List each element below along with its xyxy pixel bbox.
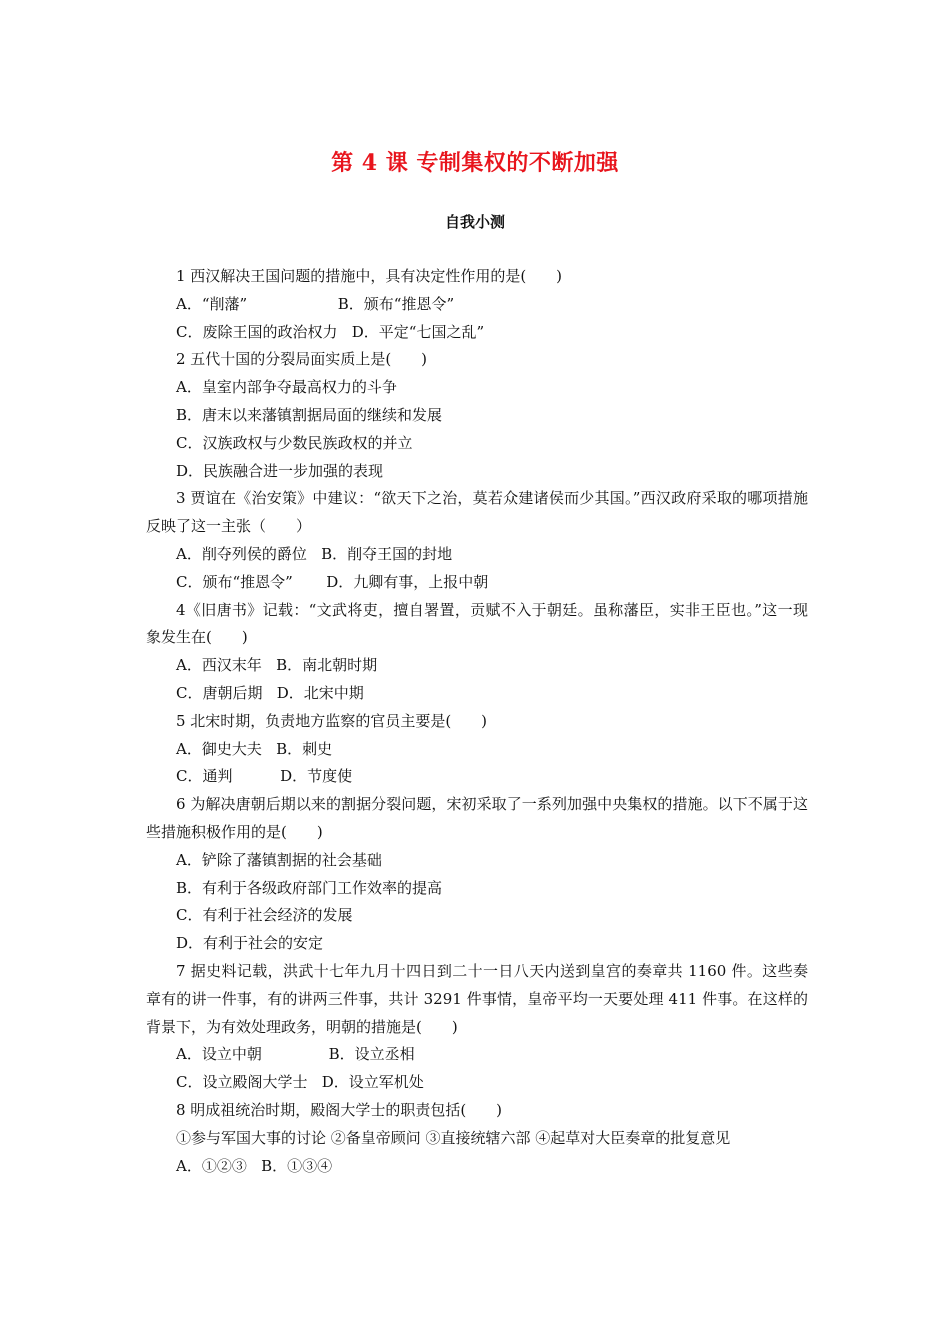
question-3-options-ab: A．削夺列侯的爵位 B．削夺王国的封地 bbox=[176, 544, 453, 563]
question-8: 8 明成祖统治时期，殿阁大学士的职责包括( ) bbox=[176, 1100, 503, 1119]
question-2: 2 五代十国的分裂局面实质上是( ) bbox=[176, 350, 428, 369]
lesson-title: 第 4 课 专制集权的不断加强 bbox=[331, 150, 619, 176]
question-1: 1 西汉解决王国问题的措施中，具有决定性作用的是( ) bbox=[176, 267, 563, 285]
question-6-option-d: D．有利于社会的安定 bbox=[176, 934, 324, 953]
question-3-options-cd: C．颁布“推恩令” D．九卿有事，上报中朝 bbox=[176, 572, 489, 591]
question-6-option-b: B．有利于各级政府部门工作效率的提高 bbox=[176, 878, 443, 897]
question-6-option-c: C．有利于社会经济的发展 bbox=[176, 906, 353, 925]
question-3: 3 贾谊在《治安策》中建议：“欲天下之治，莫若众建诸侯而少其国。”西汉政府采取的哪项措施反映了这一主张（ ） bbox=[146, 489, 808, 536]
question-5: 5 北宋时期，负责地方监察的官员主要是( ) bbox=[176, 711, 488, 730]
question-4: 4《旧唐书》记载：“文武将吏，擅自署置，贡赋不入于朝廷。虽称藩臣，实非王臣也。”这一现象发生在( ) bbox=[146, 600, 808, 647]
question-4-options-ab: A．西汉末年 B．南北朝时期 bbox=[176, 656, 378, 675]
question-6-option-a: A．铲除了藩镇割据的社会基础 bbox=[176, 850, 382, 869]
question-1-options-ab: A．“削藩” B．颁布“推恩令” bbox=[176, 294, 455, 313]
question-8-items: ①参与军国大事的讨论 ②备皇帝顾问 ③直接统辖六部 ④起草对大臣奏章的批复意见 bbox=[176, 1128, 731, 1147]
question-6: 6 为解决唐朝后期以来的割据分裂问题，宋初采取了一系列加强中央集权的措施。以下不属于这些措施积极作用的是( ) bbox=[146, 795, 808, 841]
question-2-option-b: B．唐末以来藩镇割据局面的继续和发展 bbox=[176, 405, 443, 424]
question-5-options-ab: A．御史大夫 B．刺史 bbox=[176, 739, 333, 758]
question-2-option-d: D．民族融合进一步加强的表现 bbox=[176, 461, 384, 480]
question-2-option-c: C．汉族政权与少数民族政权的并立 bbox=[176, 433, 413, 452]
question-8-options-ab: A．①②③ B．①③④ bbox=[176, 1156, 333, 1175]
question-7: 7 据史料记载，洪武十七年九月十四日到二十一日八天内送到皇宫的奏章共 1160 件。这些奏章有的讲一件事，有的讲两三件事，共计 3291 件事情，皇帝平均一天要处理 411 件事。在这样的背景下，为有效处理政务，明朝的措施是( ) bbox=[146, 961, 808, 1036]
question-4-options-cd: C．唐朝后期 D．北宋中期 bbox=[176, 683, 364, 702]
question-7-options-cd: C．设立殿阁大学士 D．设立军机处 bbox=[176, 1073, 424, 1092]
question-list bbox=[146, 263, 808, 1180]
question-2-option-a: A．皇室内部争夺最高权力的斗争 bbox=[176, 378, 397, 397]
question-1-options-cd: C．废除王国的政治权力 D．平定“七国之乱” bbox=[176, 322, 485, 341]
section-title: 自我小测 bbox=[444, 213, 505, 231]
question-7-options-ab: A．设立中朝 B．设立丞相 bbox=[176, 1045, 415, 1064]
question-5-options-cd: C．通判 D．节度使 bbox=[176, 767, 353, 786]
